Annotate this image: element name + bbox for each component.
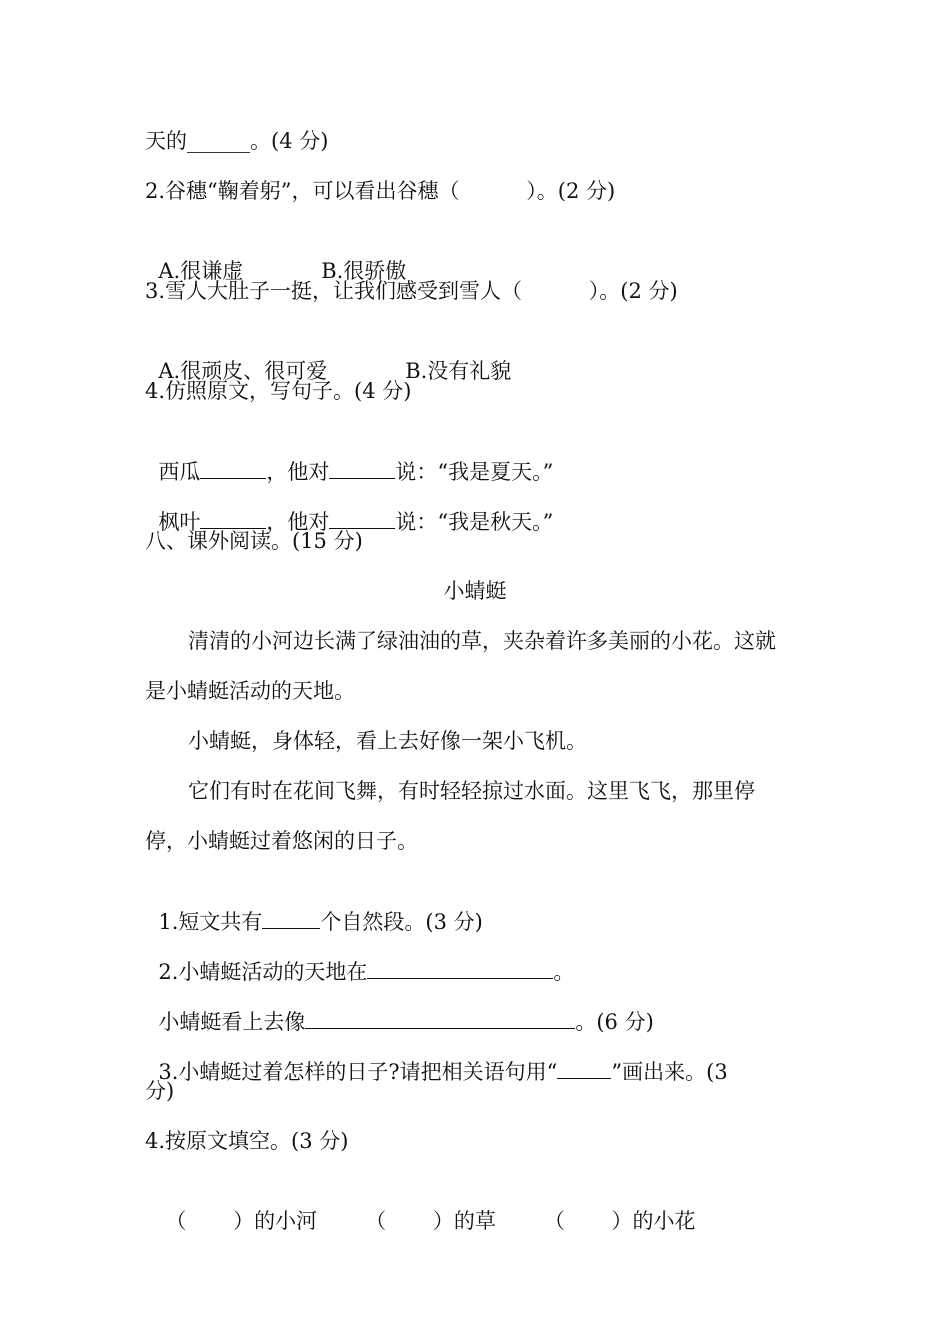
passage-paragraph-1: 清清的小河边长满了绿油油的草，夹杂着许多美丽的小花。这就 (188, 629, 776, 653)
q2-text: 2.小蜻蜓活动的天地在 (158, 960, 368, 984)
q2b-text: 小蜻蜓看上去像 (158, 1010, 306, 1034)
question-tail-line: 天的______。(4 分) (145, 129, 329, 153)
option-b: B.没有礼貌 (405, 359, 512, 383)
sentence-middle: ，他对 (266, 510, 330, 534)
reading-question-3 (145, 1026, 728, 1087)
reading-question-3-cont: 分) (145, 1079, 175, 1103)
fill-blank-river[interactable]: （ ）的小河 (165, 1209, 318, 1233)
q1-text: 1.短文共有 (158, 910, 263, 934)
section-8-heading: 八、课外阅读。(15 分) (145, 529, 363, 553)
fill-blanks-row (152, 1176, 696, 1236)
q3-text-end: ”画出来。(3 (611, 1060, 728, 1084)
reading-question-4: 4.按原文填空。(3 分) (145, 1129, 349, 1153)
option-a: A.很谦虚 (158, 259, 244, 283)
option-b: B.很骄傲 (321, 259, 407, 283)
passage-paragraph-3: 它们有时在花间飞舞，有时轻轻掠过水面。这里飞飞，那里停 (188, 779, 755, 803)
passage-title: 小蜻蜓 (443, 579, 507, 603)
sentence-end: 说：“我是秋天。” (395, 510, 554, 534)
q2b-text-end: 。(6 分) (575, 1010, 654, 1034)
q1-text-end: 个自然段。(3 分) (320, 910, 483, 934)
question-4: 4.仿照原文，写句子。(4 分) (145, 379, 412, 403)
sentence-middle: ，他对 (266, 460, 330, 484)
fill-blank-flower[interactable]: （ ）的小花 (543, 1209, 696, 1233)
blank-line (557, 1056, 611, 1079)
sentence-end: 说：“我是夏天。” (395, 460, 554, 484)
q2-text-end: 。 (553, 960, 575, 984)
option-a: A.很顽皮、很可爱 (158, 359, 328, 383)
fill-blank-grass[interactable]: （ ）的草 (365, 1209, 496, 1233)
q3-text: 3.小蜻蜓过着怎样的日子?请把相关语句用“ (158, 1060, 558, 1084)
question-3: 3.雪人大肚子一挺，让我们感受到雪人（ ）。(2 分) (145, 279, 678, 303)
sentence-start: 西瓜 (158, 460, 201, 484)
question-2: 2.谷穗“鞠着躬”，可以看出谷穗（ ）。(2 分) (145, 179, 616, 203)
sentence-start: 枫叶 (158, 510, 201, 534)
passage-paragraph-3-cont: 停，小蜻蜓过着悠闲的日子。 (145, 829, 418, 853)
passage-paragraph-2: 小蜻蜓，身体轻，看上去好像一架小飞机。 (188, 729, 587, 753)
passage-paragraph-1-cont: 是小蜻蜓活动的天地。 (145, 679, 355, 703)
